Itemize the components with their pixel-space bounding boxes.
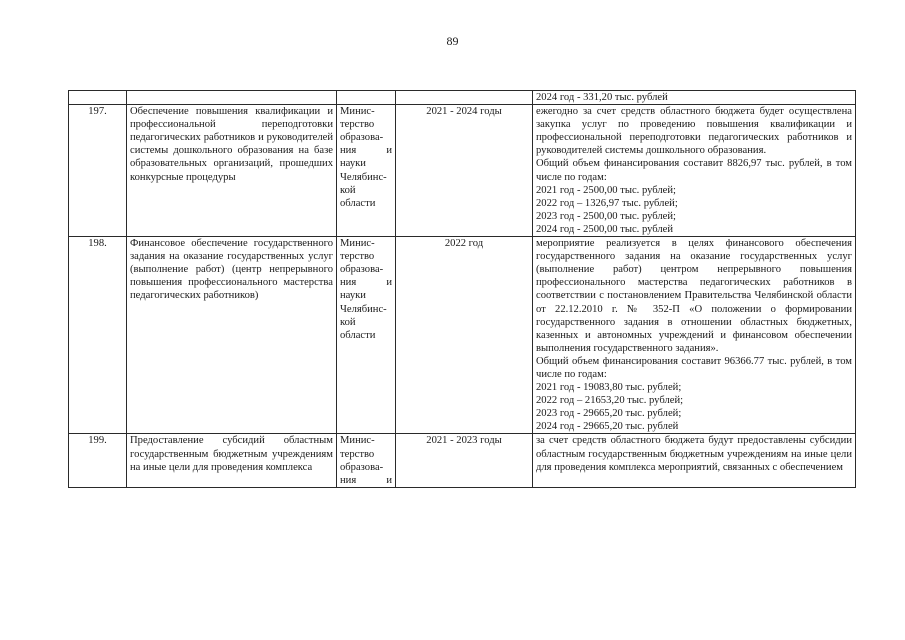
measure-name: Предоставление субсидий областным государственным бюджетным учреждениям на иные цели для проведения комплекса (127, 434, 337, 487)
table-row (69, 237, 856, 434)
description (533, 105, 856, 237)
page-number: 89 (446, 34, 459, 48)
year-line: 2023 год - 29665,20 тыс. рублей; (536, 408, 682, 420)
term: 2022 год (396, 237, 533, 434)
responsible-org: Минис- терство образова- ния и науки Челябинс- кой области (337, 105, 396, 237)
row-number: 197. (69, 105, 127, 237)
table-row (69, 434, 856, 487)
measures-table (68, 90, 856, 488)
year-line: 2022 год – 21653,20 тыс. рублей; (536, 395, 684, 407)
table-row (69, 91, 856, 105)
description-text: мероприятие реализуется в целях финансового обеспечения государственного задания на оказание государственных услуг (выполнение работ) центром непрерывного повышения профессионального мастерства педагогических работников в соответствии с постановлением Правительства Челябинской области от 22.12.2010 г. № 352-П «О положении о формировании государственного задания в отношении областных бюджетных, казенных и автономных учреждений и финансовом обеспечении выполнения государственного задания». (536, 238, 852, 354)
total-financing: Общий объем финансирования составит 8826,97 тыс. рублей, в том числе по годам: (536, 158, 852, 183)
table-cell (69, 91, 127, 105)
year-line: 2021 год - 2500,00 тыс. рублей; (536, 184, 676, 196)
table-cell (127, 91, 337, 105)
term: 2021 - 2024 годы (396, 105, 533, 237)
row-number: 199. (69, 434, 127, 487)
year-line: 2023 год - 2500,00 тыс. рублей; (536, 210, 676, 222)
total-financing: Общий объем финансирования составит 96366.77 тыс. рублей, в том числе по годам: (536, 355, 852, 380)
row-number: 198. (69, 237, 127, 434)
description (533, 434, 856, 487)
year-line: 2024 год - 2500,00 тыс. рублей (536, 223, 674, 235)
table-cell (396, 91, 533, 105)
term: 2021 - 2023 годы (396, 434, 533, 487)
year-line: 2024 год - 29665,20 тыс. рублей (536, 421, 679, 433)
description (533, 237, 856, 434)
description-text: ежегодно за счет средств областного бюджета будет осуществлена закупка услуг по проведению повышения квалификации и профессиональной переподготовки педагогических работников и руководителей системы дошкольного образования. (536, 106, 852, 157)
responsible-org: Минис- терство образова- ния и науки Челябинс- кой области (337, 237, 396, 434)
year-line: 2022 год – 1326,97 тыс. рублей; (536, 197, 678, 209)
measure-name: Обеспечение повышения квалификации и профессиональной переподготовки педагогических работников и руководителей системы дошкольного образования на базе образовательных организаций, прошедших конкурсные процедуры (127, 105, 337, 237)
table-row (69, 105, 856, 237)
responsible-org: Минис- терство образова- ния и (337, 434, 396, 487)
year-line: 2024 год - 331,20 тыс. рублей (536, 92, 668, 103)
table-cell (533, 91, 856, 105)
description-text: за счет средств областного бюджета будут предоставлены субсидии областным государственным бюджетным учреждениям на иные цели для проведения комплекса мероприятий, связанных с обеспечением (536, 435, 852, 473)
year-line: 2021 год - 19083,80 тыс. рублей; (536, 382, 682, 394)
measure-name: Финансовое обеспечение государственного задания на оказание государственных услуг (выполнение работ) (центр непрерывного повышения профессионального мастерства педагогических работников) (127, 237, 337, 434)
table-cell (337, 91, 396, 105)
